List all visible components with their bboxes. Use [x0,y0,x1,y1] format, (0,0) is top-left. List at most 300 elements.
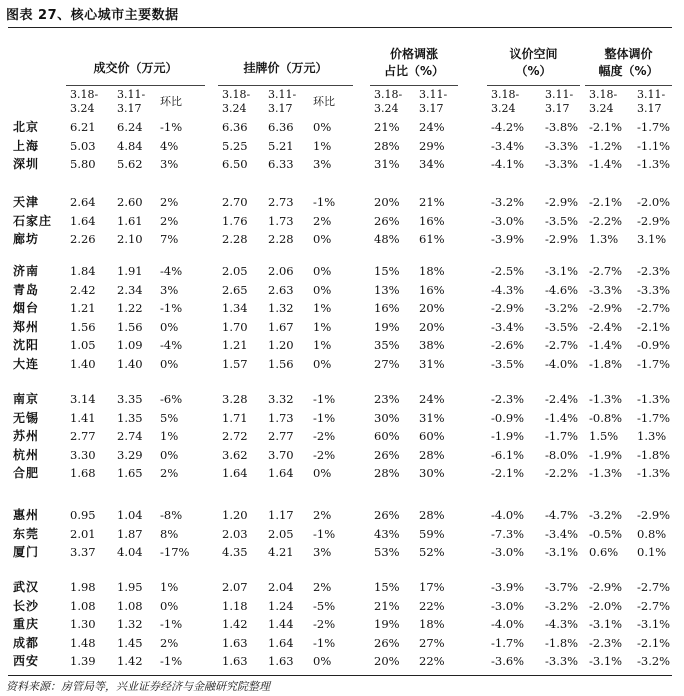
table-cell: 1.3% [637,429,667,444]
table-cell: -2.4% [545,392,579,406]
city-name: 廊坊 [13,232,40,247]
table-cell: 1.08 [117,598,143,613]
table-cell: 1.73 [268,410,294,425]
table-cell: -3.4% [491,138,525,153]
table-cell: 1.24 [268,598,294,613]
table-cell: 1.91 [117,264,143,278]
table-cell: -3.2% [491,195,525,209]
table-cell: 1.42 [222,617,248,632]
table-cell: 1.40 [117,357,143,371]
city-name: 惠州 [13,508,40,522]
table-cell: -1.4% [589,157,623,172]
table-row [0,652,684,671]
table-cell: -3.3% [589,282,623,297]
table-cell: 30% [419,466,445,481]
city-name: 厦门 [13,545,40,560]
table-cell: 1% [313,301,332,316]
table-cell: -3.1% [545,264,579,278]
table-cell: 1.08 [70,598,96,613]
city-name: 苏州 [13,429,40,444]
table-cell: 1.73 [268,213,294,228]
table-cell: 21% [419,195,445,209]
table-cell: -2.1% [637,319,671,334]
table-cell: 1.32 [268,301,294,316]
table-cell: 28% [374,138,400,153]
table-cell: -2.9% [545,195,579,209]
table-cell: -0.9% [491,410,525,425]
table-cell: -1.3% [637,157,671,172]
table-cell: -4.3% [545,617,579,632]
table-cell: 1.30 [70,617,96,632]
table-cell: 3% [160,157,179,172]
table-cell: 6.21 [70,120,96,134]
table-cell: -4% [160,338,183,353]
table-row [0,281,684,300]
table-row [0,390,684,409]
table-cell: -3.2% [545,301,579,316]
subheader-period-b: 3.17 [637,102,662,115]
table-cell: 16% [419,282,445,297]
table-cell: -3.3% [545,157,579,172]
subheader-period-a: 3.18- [222,88,251,101]
table-cell: -2.1% [589,120,623,134]
city-name: 长沙 [13,598,40,613]
city-name: 无锡 [13,410,40,425]
subheader-period-b: 3.11- [117,88,146,101]
table-cell: 31% [419,410,445,425]
table-cell: 23% [374,392,400,406]
table-cell: 3.29 [117,447,143,462]
table-cell: -1.8% [589,357,623,371]
table-cell: 61% [419,232,445,247]
table-cell: 31% [374,157,400,172]
table-row [0,230,684,249]
table-cell: -2.9% [589,301,623,316]
subheader-period-a: 3.24 [589,102,614,115]
table-cell: 0% [313,264,332,278]
city-name: 沈阳 [13,338,40,353]
table-cell: -2.5% [491,264,525,278]
table-row [0,446,684,465]
city-name: 北京 [13,120,40,134]
table-cell: 4% [160,138,179,153]
table-cell: 1.63 [222,635,248,650]
table-cell: 3.62 [222,447,248,462]
table-cell: 24% [419,120,445,134]
table-cell: 17% [419,580,445,594]
header-group-label: 挂牌价（万元） [243,61,328,75]
table-cell: 5.80 [70,157,96,172]
table-cell: -3.3% [637,282,671,297]
table-cell: 1.44 [268,617,294,632]
table-cell: -3.2% [637,654,671,669]
table-cell: -5% [313,598,336,613]
table-cell: 1.68 [70,466,96,481]
header-group-underline [585,85,672,86]
table-cell: -3.5% [545,319,579,334]
table-cell: -1.1% [637,138,671,153]
table-row [0,543,684,562]
header-group-label: 整体调价 [604,47,653,61]
table-cell: -3.1% [589,617,623,632]
table-cell: 18% [419,617,445,632]
table-cell: 2.10 [117,232,143,247]
table-cell: -2.0% [637,195,671,209]
table-cell: 1.64 [222,466,248,481]
table-cell: 1.39 [70,654,96,669]
table-cell: -2.3% [491,392,525,406]
table-cell: 0.95 [70,508,96,522]
table-cell: 6.36 [268,120,294,134]
table-cell: 0% [313,120,332,134]
table-cell: 1.35 [117,410,143,425]
table-cell: -4.0% [491,617,525,632]
table-cell: -1.7% [637,410,671,425]
table-cell: 1% [313,319,332,334]
table-cell: 21% [374,598,400,613]
table-cell: -2.2% [545,466,579,481]
source-note: 资料来源：房管局等，兴业证券经济与金融研究院整理 [6,680,270,693]
table-cell: 2.63 [268,282,294,297]
table-cell: -2.9% [545,232,579,247]
header-group-underline [66,85,205,86]
table-cell: 3.1% [637,232,667,247]
table-cell: 2.03 [222,526,248,541]
table-cell: -1.9% [491,429,525,444]
header-group-label: 价格调涨 [389,47,438,61]
subheader-period-a: 3.24 [374,102,399,115]
table-cell: -2.0% [589,598,623,613]
table-cell: -4% [160,264,183,278]
table-cell: 26% [374,447,400,462]
table-cell: 1.32 [117,617,143,632]
table-row [0,212,684,231]
table-cell: -2.1% [637,635,671,650]
table-cell: 2.74 [117,429,143,444]
table-cell: 29% [419,138,445,153]
header-group-underline [487,85,580,86]
table-cell: 0% [160,447,179,462]
table-cell: -1% [160,120,183,134]
table-cell: 1.20 [268,338,294,353]
table-cell: 1.64 [268,466,294,481]
table-cell: 43% [374,526,400,541]
table-cell: 1% [313,338,332,353]
table-cell: 3.70 [268,447,294,462]
table-cell: -2% [313,429,336,444]
table-cell: 6.24 [117,120,143,134]
table-cell: 34% [419,157,445,172]
table-cell: 1.95 [117,580,143,594]
table-cell: -3.5% [545,213,579,228]
table-cell: 2.01 [70,526,96,541]
table-cell: 2% [160,466,179,481]
table-cell: 1.98 [70,580,96,594]
table-cell: -17% [160,545,190,560]
table-cell: -2% [313,617,336,632]
table-cell: 2.34 [117,282,143,297]
table-cell: 0% [313,466,332,481]
table-cell: -6% [160,392,183,406]
table-cell: -4.0% [491,508,525,522]
table-cell: 1.04 [117,508,143,522]
table-cell: 5% [160,410,179,425]
table-cell: 1.71 [222,410,248,425]
table-cell: -1.4% [589,338,623,353]
table-row [0,355,684,374]
table-cell: -4.3% [491,282,525,297]
table-cell: 1% [160,429,179,444]
table-row [0,427,684,446]
table-cell: 1.45 [117,635,143,650]
table-cell: 3% [313,157,332,172]
table-cell: -4.0% [545,357,579,371]
city-name: 南京 [13,392,40,406]
table-cell: 2.26 [70,232,96,247]
table-cell: -1.3% [637,466,671,481]
table-cell: 2% [313,508,332,522]
table-cell: 22% [419,654,445,669]
table-cell: 2.65 [222,282,248,297]
header-group-underline [218,85,353,86]
table-cell: -3.9% [491,232,525,247]
table-cell: 1.21 [70,301,96,316]
table-cell: -1% [313,635,336,650]
table-cell: 52% [419,545,445,560]
table-cell: -2.7% [637,598,671,613]
table-cell: 5.25 [222,138,248,153]
table-cell: -1.7% [545,429,579,444]
table-cell: -2.4% [589,319,623,334]
city-name: 大连 [13,357,40,371]
subheader-period-a: 3.18- [70,88,99,101]
subheader-period-a: 3.18- [374,88,403,101]
subheader-period-a: 3.18- [491,88,520,101]
table-cell: -1.3% [637,392,671,406]
city-name: 武汉 [13,580,40,594]
table-cell: -4.2% [491,120,525,134]
table-row [0,318,684,337]
table-cell: 1.70 [222,319,248,334]
table-row [0,615,684,634]
table-cell: -3.9% [491,580,525,594]
table-cell: 0% [160,319,179,334]
table-row [0,409,684,428]
table-cell: -2% [313,447,336,462]
table-cell: 1.20 [222,508,248,522]
table-cell: 20% [419,301,445,316]
subheader-period-b: 3.11- [637,88,666,101]
table-cell: 20% [419,319,445,334]
table-cell: 2.77 [70,429,96,444]
table-cell: 21% [374,120,400,134]
table-cell: 53% [374,545,400,560]
table-cell: 4.84 [117,138,143,153]
city-name: 天津 [13,195,40,209]
table-cell: 3.14 [70,392,96,406]
table-cell: 1.41 [70,410,96,425]
city-name: 东莞 [13,526,40,541]
table-cell: 2.60 [117,195,143,209]
table-cell: -1% [313,526,336,541]
table-cell: -3.4% [491,319,525,334]
table-cell: 1.57 [222,357,248,371]
table-cell: 1.40 [70,357,96,371]
city-name: 济南 [13,264,40,278]
table-cell: 0% [313,654,332,669]
table-cell: -4.1% [491,157,525,172]
subheader-mom: 环比 [313,95,335,108]
table-cell: -1% [313,195,336,209]
table-cell: 16% [419,213,445,228]
table-cell: 26% [374,213,400,228]
table-cell: 15% [374,580,400,594]
city-name: 石家庄 [13,213,53,228]
table-cell: 3.37 [70,545,96,560]
table-cell: -2.7% [637,301,671,316]
table-row [0,118,684,137]
table-cell: -3.7% [545,580,579,594]
subheader-period-b: 3.17 [268,102,293,115]
table-cell: 2.70 [222,195,248,209]
table-row [0,336,684,355]
table-cell: 6.50 [222,157,248,172]
table-cell: 1.42 [117,654,143,669]
table-cell: -1.7% [637,357,671,371]
table-row [0,506,684,525]
table-cell: -2.7% [545,338,579,353]
table-cell: -2.9% [637,213,671,228]
table-row [0,464,684,483]
table-cell: -2.7% [637,580,671,594]
city-name: 成都 [13,635,40,650]
table-cell: 3.32 [268,392,294,406]
table-cell: 2.28 [222,232,248,247]
table-cell: 2.64 [70,195,96,209]
city-name: 合肥 [13,466,40,481]
table-cell: 1.64 [70,213,96,228]
table-cell: -3.6% [491,654,525,669]
table-cell: 1% [313,138,332,153]
table-row [0,299,684,318]
table-cell: 1.09 [117,338,143,353]
table-cell: 1.21 [222,338,248,353]
table-row [0,634,684,653]
table-cell: -8.0% [545,447,579,462]
table-cell: 3.35 [117,392,143,406]
table-cell: 1.87 [117,526,143,541]
table-cell: -2.1% [491,466,525,481]
subheader-period-b: 3.11- [268,88,297,101]
table-cell: 3% [160,282,179,297]
city-name: 西安 [13,654,40,669]
table-cell: 38% [419,338,445,353]
table-cell: 18% [419,264,445,278]
table-cell: -3.1% [545,545,579,560]
subheader-period-a: 3.18- [589,88,618,101]
table-cell: 2.06 [268,264,294,278]
table-cell: 1.56 [268,357,294,371]
table-cell: 1.48 [70,635,96,650]
table-cell: 8% [160,526,179,541]
table-row [0,262,684,281]
subheader-period-b: 3.11- [545,88,574,101]
table-cell: 1.84 [70,264,96,278]
table-cell: 1.61 [117,213,143,228]
table-cell: 2% [160,195,179,209]
subheader-period-a: 3.24 [70,102,95,115]
table-cell: 0.8% [637,526,667,541]
city-name: 深圳 [13,157,40,172]
header-group-label: 议价空间 [509,47,558,61]
table-cell: -1.8% [637,447,671,462]
table-top-rule [8,27,672,28]
table-cell: 0.6% [589,545,619,560]
table-row [0,597,684,616]
subheader-period-a: 3.24 [491,102,516,115]
table-row [0,525,684,544]
subheader-period-a: 3.24 [222,102,247,115]
figure-title: 图表 27、核心城市主要数据 [6,8,179,23]
table-cell: 2.77 [268,429,294,444]
table-cell: 1.17 [268,508,294,522]
city-name: 烟台 [13,301,40,316]
table-cell: 1.76 [222,213,248,228]
table-cell: 2.42 [70,282,96,297]
table-cell: -3.0% [491,213,525,228]
table-cell: 30% [374,410,400,425]
table-cell: -3.1% [589,654,623,669]
table-cell: 1.56 [117,319,143,334]
table-cell: 1.05 [70,338,96,353]
table-cell: 5.62 [117,157,143,172]
header-group-underline [370,85,458,86]
table-cell: -3.0% [491,598,525,613]
table-cell: 2% [313,580,332,594]
table-cell: -1.3% [589,392,623,406]
table-cell: 2.05 [222,264,248,278]
table-cell: 60% [374,429,400,444]
table-cell: -1% [160,301,183,316]
table-cell: 0% [160,357,179,371]
table-cell: 0.1% [637,545,667,560]
table-cell: -1% [160,617,183,632]
table-cell: -1.2% [589,138,623,153]
table-cell: 15% [374,264,400,278]
table-cell: 31% [419,357,445,371]
table-cell: -4.7% [545,508,579,522]
city-name: 杭州 [13,447,40,462]
table-cell: 1.63 [268,654,294,669]
table-cell: 1.67 [268,319,294,334]
table-cell: -2.7% [589,264,623,278]
table-cell: 3.30 [70,447,96,462]
table-cell: 2.28 [268,232,294,247]
table-cell: -0.5% [589,526,623,541]
table-cell: -3.8% [545,120,579,134]
table-cell: 26% [374,635,400,650]
table-cell: -2.9% [589,580,623,594]
table-cell: 1% [160,580,179,594]
table-cell: 1.5% [589,429,619,444]
subheader-mom: 环比 [160,95,182,108]
table-cell: 5.03 [70,138,96,153]
table-cell: 1.65 [117,466,143,481]
table-cell: 0% [313,357,332,371]
table-cell: 1.34 [222,301,248,316]
table-row [0,155,684,174]
table-cell: 2.04 [268,580,294,594]
